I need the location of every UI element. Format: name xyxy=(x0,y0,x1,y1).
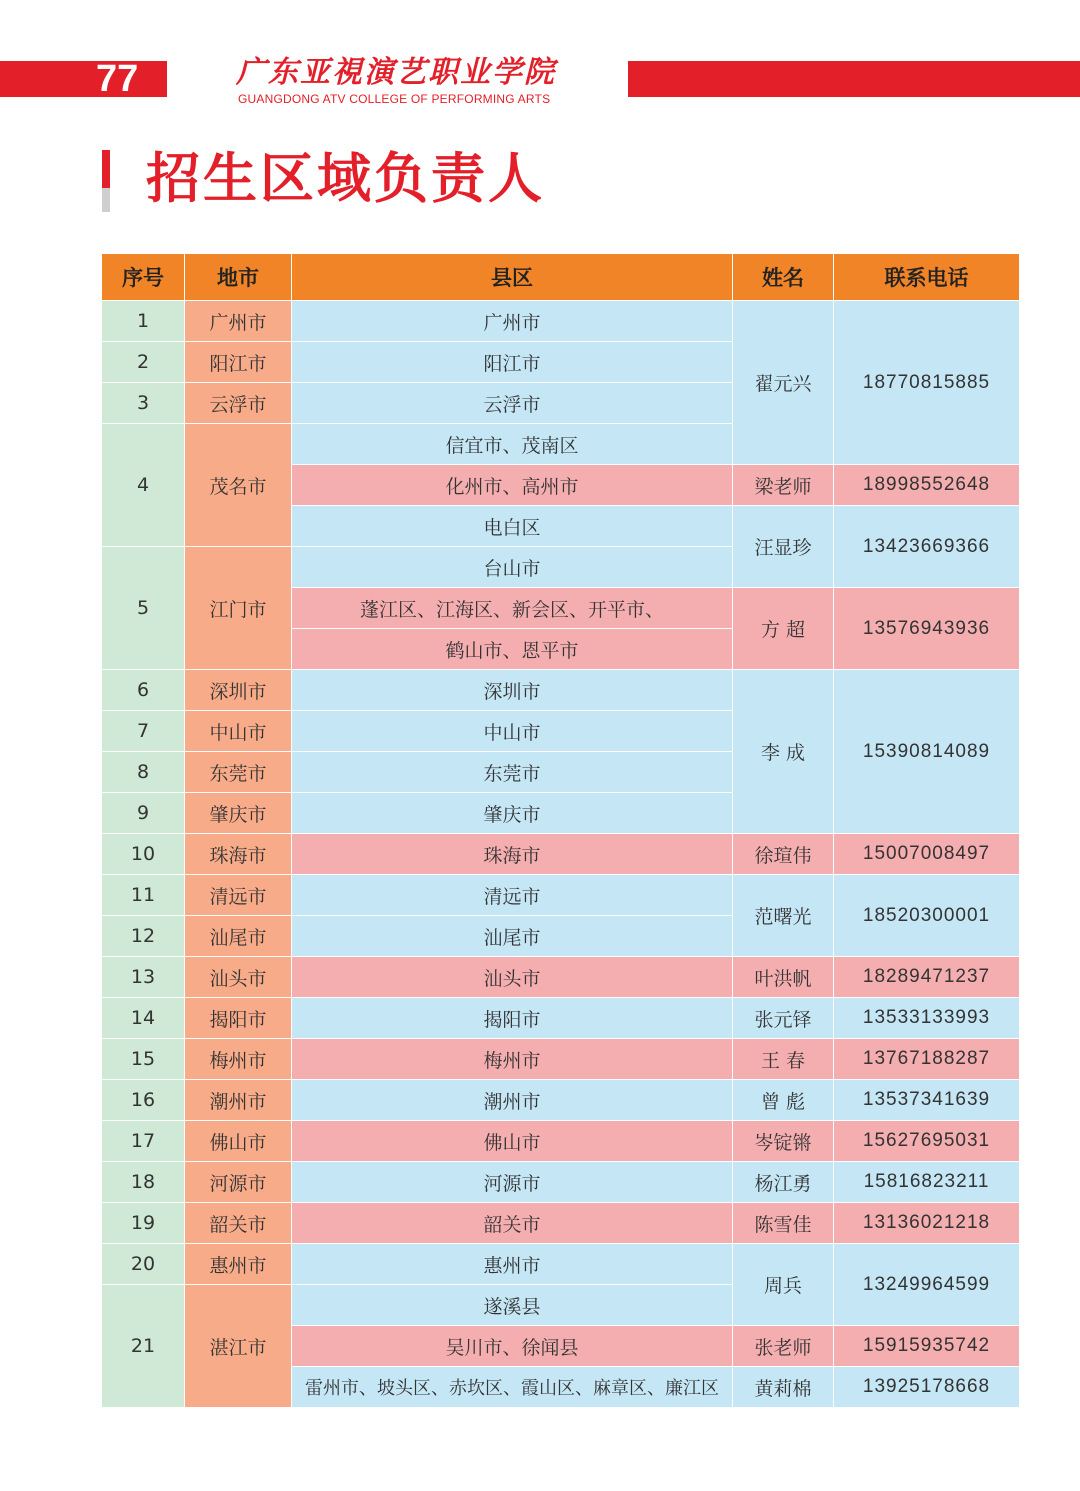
row-city: 清远市 xyxy=(185,875,292,916)
row-district: 汕头市 xyxy=(292,957,733,998)
row-city: 揭阳市 xyxy=(185,998,292,1039)
table-row xyxy=(102,1039,1020,1080)
college-logo-cn: 广东亚視演艺职业学院 xyxy=(236,55,556,90)
contact-name: 王 春 xyxy=(733,1039,834,1080)
contact-phone: 15007008497 xyxy=(834,834,1020,875)
row-district: 鹤山市、恩平市 xyxy=(292,629,733,670)
row-index: 7 xyxy=(102,711,185,752)
row-city: 湛江市 xyxy=(185,1285,292,1408)
row-index: 20 xyxy=(102,1244,185,1285)
row-index: 13 xyxy=(102,957,185,998)
row-index: 21 xyxy=(102,1285,185,1408)
row-district: 梅州市 xyxy=(292,1039,733,1080)
row-city: 梅州市 xyxy=(185,1039,292,1080)
row-index: 4 xyxy=(102,424,185,547)
contact-phone: 13767188287 xyxy=(834,1039,1020,1080)
row-district: 吴川市、徐闻县 xyxy=(292,1326,733,1367)
row-city: 肇庆市 xyxy=(185,793,292,834)
contact-name: 梁老师 xyxy=(733,465,834,506)
row-index: 5 xyxy=(102,547,185,670)
header-district: 县区 xyxy=(292,254,733,301)
contact-phone: 18998552648 xyxy=(834,465,1020,506)
row-district: 东莞市 xyxy=(292,752,733,793)
row-index: 8 xyxy=(102,752,185,793)
row-district: 肇庆市 xyxy=(292,793,733,834)
contact-name: 陈雪佳 xyxy=(733,1203,834,1244)
college-logo-en: GUANGDONG ATV COLLEGE OF PERFORMING ARTS xyxy=(238,92,551,106)
table-row xyxy=(102,1080,1020,1121)
row-index: 14 xyxy=(102,998,185,1039)
row-district: 惠州市 xyxy=(292,1244,733,1285)
row-district: 云浮市 xyxy=(292,383,733,424)
contact-phone: 18289471237 xyxy=(834,957,1020,998)
contact-name: 张老师 xyxy=(733,1326,834,1367)
row-district: 佛山市 xyxy=(292,1121,733,1162)
header-bar-right xyxy=(628,61,1080,97)
row-city: 汕头市 xyxy=(185,957,292,998)
header-bar-left xyxy=(0,61,167,97)
row-index: 3 xyxy=(102,383,185,424)
page-title: 招生区域负责人 xyxy=(146,147,545,210)
row-district: 深圳市 xyxy=(292,670,733,711)
row-index: 16 xyxy=(102,1080,185,1121)
contact-phone: 15915935742 xyxy=(834,1326,1020,1367)
table-row xyxy=(102,998,1020,1039)
contact-name: 杨江勇 xyxy=(733,1162,834,1203)
row-district: 中山市 xyxy=(292,711,733,752)
contact-name: 范曙光 xyxy=(733,875,834,957)
contact-name: 汪显珍 xyxy=(733,506,834,588)
row-city: 深圳市 xyxy=(185,670,292,711)
contact-phone: 13576943936 xyxy=(834,588,1020,670)
contact-phone: 13537341639 xyxy=(834,1080,1020,1121)
contact-name: 岑锭锵 xyxy=(733,1121,834,1162)
row-city: 汕尾市 xyxy=(185,916,292,957)
contact-name: 翟元兴 xyxy=(733,301,834,465)
row-index: 6 xyxy=(102,670,185,711)
row-index: 15 xyxy=(102,1039,185,1080)
contact-phone: 13249964599 xyxy=(834,1244,1020,1326)
row-district: 雷州市、坡头区、赤坎区、霞山区、麻章区、廉江区 xyxy=(292,1367,733,1408)
row-district: 电白区 xyxy=(292,506,733,547)
row-index: 17 xyxy=(102,1121,185,1162)
row-district: 韶关市 xyxy=(292,1203,733,1244)
enrollment-table xyxy=(101,253,1020,1408)
row-district: 广州市 xyxy=(292,301,733,342)
row-city: 广州市 xyxy=(185,301,292,342)
contact-phone: 13925178668 xyxy=(834,1367,1020,1408)
table-row xyxy=(102,1203,1020,1244)
contact-phone: 13423669366 xyxy=(834,506,1020,588)
row-index: 1 xyxy=(102,301,185,342)
table-row xyxy=(102,1244,1020,1285)
row-district: 蓬江区、江海区、新会区、开平市、 xyxy=(292,588,733,629)
row-district: 清远市 xyxy=(292,875,733,916)
row-district: 化州市、高州市 xyxy=(292,465,733,506)
contact-phone: 15816823211 xyxy=(834,1162,1020,1203)
table-row xyxy=(102,834,1020,875)
row-index: 2 xyxy=(102,342,185,383)
contact-name: 黄莉棉 xyxy=(733,1367,834,1408)
row-city: 阳江市 xyxy=(185,342,292,383)
row-city: 云浮市 xyxy=(185,383,292,424)
table-row xyxy=(102,1121,1020,1162)
row-district: 遂溪县 xyxy=(292,1285,733,1326)
row-city: 河源市 xyxy=(185,1162,292,1203)
row-district: 阳江市 xyxy=(292,342,733,383)
contact-phone: 15627695031 xyxy=(834,1121,1020,1162)
row-index: 9 xyxy=(102,793,185,834)
header-phone: 联系电话 xyxy=(834,254,1020,301)
title-accent-red xyxy=(102,150,110,188)
contact-phone: 18520300001 xyxy=(834,875,1020,957)
contact-name: 张元铎 xyxy=(733,998,834,1039)
row-city: 江门市 xyxy=(185,547,292,670)
table-row xyxy=(102,670,1020,711)
header-index: 序号 xyxy=(102,254,185,301)
contact-name: 叶洪帆 xyxy=(733,957,834,998)
row-city: 惠州市 xyxy=(185,1244,292,1285)
contact-phone: 13136021218 xyxy=(834,1203,1020,1244)
row-district: 汕尾市 xyxy=(292,916,733,957)
header-city: 地市 xyxy=(185,254,292,301)
row-city: 东莞市 xyxy=(185,752,292,793)
contact-name: 周兵 xyxy=(733,1244,834,1326)
table-row xyxy=(102,301,1020,342)
contact-phone: 13533133993 xyxy=(834,998,1020,1039)
row-city: 佛山市 xyxy=(185,1121,292,1162)
contact-phone: 18770815885 xyxy=(834,301,1020,465)
row-district: 台山市 xyxy=(292,547,733,588)
title-accent-grey xyxy=(102,188,110,212)
row-city: 珠海市 xyxy=(185,834,292,875)
contact-name: 曾 彪 xyxy=(733,1080,834,1121)
page-number: 77 xyxy=(96,58,139,100)
table-header-row xyxy=(102,254,1020,301)
row-index: 11 xyxy=(102,875,185,916)
table-row xyxy=(102,957,1020,998)
row-district: 揭阳市 xyxy=(292,998,733,1039)
row-city: 茂名市 xyxy=(185,424,292,547)
table-row xyxy=(102,1162,1020,1203)
contact-name: 方 超 xyxy=(733,588,834,670)
row-district: 河源市 xyxy=(292,1162,733,1203)
row-index: 12 xyxy=(102,916,185,957)
row-city: 韶关市 xyxy=(185,1203,292,1244)
row-index: 19 xyxy=(102,1203,185,1244)
row-district: 潮州市 xyxy=(292,1080,733,1121)
contact-name: 李 成 xyxy=(733,670,834,834)
row-district: 珠海市 xyxy=(292,834,733,875)
contact-phone: 15390814089 xyxy=(834,670,1020,834)
contact-name: 徐瑄伟 xyxy=(733,834,834,875)
row-index: 18 xyxy=(102,1162,185,1203)
row-city: 中山市 xyxy=(185,711,292,752)
row-index: 10 xyxy=(102,834,185,875)
table-row xyxy=(102,875,1020,916)
row-district: 信宜市、茂南区 xyxy=(292,424,733,465)
row-city: 潮州市 xyxy=(185,1080,292,1121)
header-name: 姓名 xyxy=(733,254,834,301)
